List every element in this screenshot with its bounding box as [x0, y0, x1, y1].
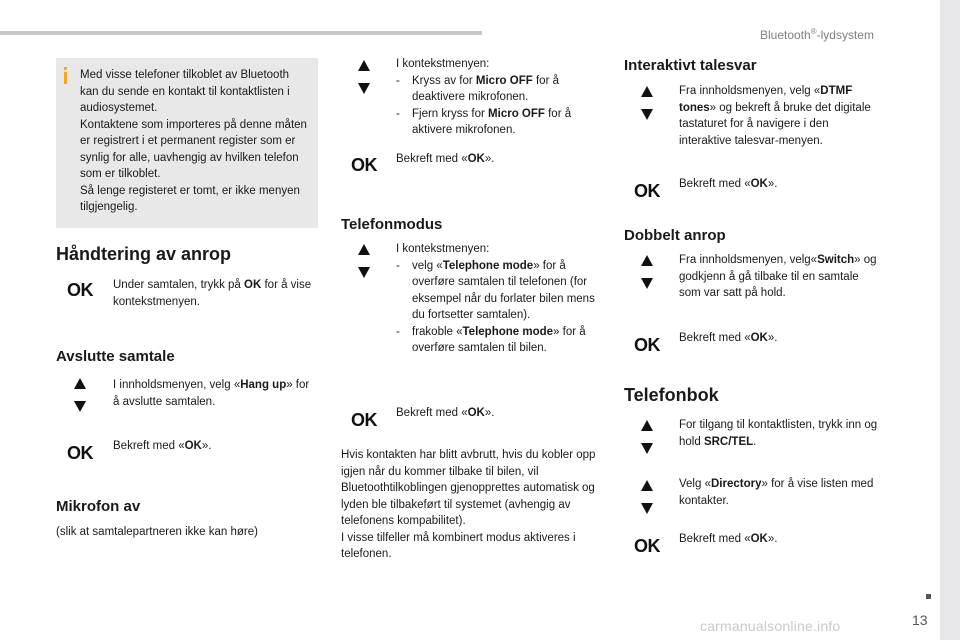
ok-button-icon: OK	[67, 443, 93, 463]
page-marker	[926, 594, 931, 599]
phone-mode-note: Hvis kontakten har blitt avbrutt, hvis du kobler opp igjen når du kommer tilbake til bilen, vil Bluetoothtilkoblingen gjenopprettes automatisk og lyden ble tilbakeført til systemet (avhengig av telefonens kompabilitet). I visse tilfeller må kombinert modus aktiveres i telefonen.	[341, 449, 596, 560]
interactive-voice-confirm: Bekreft med «OK».	[679, 178, 778, 190]
up-down-arrows-icon	[354, 240, 374, 284]
page-side-strip	[940, 0, 960, 640]
end-call-heading: Avslutte samtale	[56, 348, 175, 365]
ok-button-icon: OK	[351, 155, 377, 175]
up-down-arrows-icon	[637, 476, 657, 520]
phone-mode-options: I kontekstmenyen: - velg «Telephone mode» for å overføre samtalen til telefonen (for eksempel når du forlater bilen mens du fortsetter samtalen). - frakoble «Telephone mode» for å overføre samtalen til bilen.	[396, 243, 595, 354]
mic-off-subtitle: (slik at samtalepartneren ikke kan høre)	[56, 526, 258, 538]
info-text: Med visse telefoner tilkoblet av Bluetooth kan du sende en kontakt til kontaktlisten i audiosystemet. Kontaktene som importeres på denne måten er registrert i et permanent register som er synlig for alle, uavhengig av hvilken telefon som er tilkoblet. Så lenge registeret er tomt, er ikke menyen tilgjengelig.	[80, 69, 307, 213]
ok-button-icon: OK	[634, 335, 660, 355]
ok-button-icon: OK	[67, 280, 93, 300]
end-call-confirm: Bekreft med «OK».	[113, 440, 212, 452]
phonebook-step-open: For tilgang til kontaktlisten, trykk inn og hold SRC/TEL.	[679, 419, 878, 448]
phone-mode-confirm: Bekreft med «OK».	[396, 407, 495, 419]
phonebook-confirm: Bekreft med «OK».	[679, 533, 778, 545]
up-down-arrows-icon	[637, 82, 657, 126]
mic-off-options: I kontekstmenyen: - Kryss av for Micro OFF for å deaktivere mikrofonen. - Fjern kryss for Micro OFF for å aktivere mikrofonen.	[396, 58, 572, 136]
phonebook-step-directory: Velg «Directory» for å vise listen med kontakter.	[679, 478, 874, 507]
ok-button-icon: OK	[634, 181, 660, 201]
double-call-heading: Dobbelt anrop	[624, 227, 726, 244]
interactive-voice-step: Fra innholdsmenyen, velg «DTMF tones» og bekreft å bruke det digitale tastaturet for å navigere i den interaktive talesvar-menyen.	[679, 85, 871, 147]
up-down-arrows-icon	[637, 416, 657, 460]
ok-button-icon: OK	[634, 536, 660, 556]
up-down-arrows-icon	[637, 251, 657, 295]
info-box	[56, 58, 318, 228]
phone-mode-heading: Telefonmodus	[341, 216, 443, 233]
up-down-arrows-icon	[354, 56, 374, 100]
header-rule	[0, 31, 482, 35]
up-down-arrows-icon	[70, 374, 90, 418]
page-number: 13	[912, 612, 928, 628]
call-handling-heading: Håndtering av anrop	[56, 244, 232, 264]
mic-off-confirm: Bekreft med «OK».	[396, 153, 495, 165]
info-icon	[64, 67, 67, 84]
section-header: Bluetooth®-lydsystem	[760, 27, 874, 42]
interactive-voice-heading: Interaktivt talesvar	[624, 57, 757, 74]
mic-off-heading: Mikrofon av	[56, 498, 141, 515]
call-handling-step: Under samtalen, trykk på OK for å vise kontekstmenyen.	[113, 279, 312, 308]
phonebook-heading: Telefonbok	[624, 385, 719, 405]
double-call-confirm: Bekreft med «OK».	[679, 332, 778, 344]
ok-button-icon: OK	[351, 410, 377, 430]
double-call-step: Fra innholdsmenyen, velg«Switch» og godkjenn å gå tilbake til en samtale som var satt på hold.	[679, 254, 877, 299]
end-call-step: I innholdsmenyen, velg «Hang up» for å avslutte samtalen.	[113, 379, 310, 408]
watermark: carmanualsonline.info	[700, 618, 841, 634]
